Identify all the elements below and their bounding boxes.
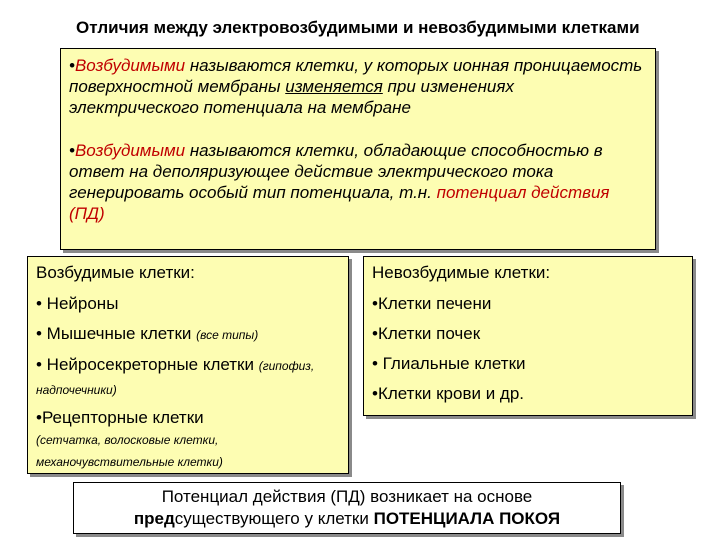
list-item-text: • Нейроны	[36, 294, 119, 313]
list-item: • Глиальные клетки	[372, 354, 526, 373]
list-item-note: надпочечники)	[36, 383, 117, 397]
list-item	[36, 293, 340, 315]
term-excitable: Возбудимыми	[74, 141, 186, 160]
resting-potential-note	[73, 482, 621, 534]
list-item: •Клетки почек	[372, 324, 481, 343]
excitable-heading: Возбудимые клетки:	[36, 263, 195, 282]
note-text: существующего у клетки	[174, 509, 374, 528]
bullet: •	[69, 141, 75, 160]
list-item-text: • Нейросекреторные клетки	[36, 355, 259, 374]
list-item: •Клетки печени	[372, 294, 492, 313]
definition-text: называются клетки, у которых ионная проницаемость поверхностной мембраны	[69, 56, 643, 96]
resting-potential-term: ПОТЕНЦИАЛА ПОКОЯ	[373, 509, 561, 528]
action-potential-term: потенциал действия (ПД)	[69, 183, 610, 223]
list-item	[36, 354, 340, 377]
list-item-text: • Мышечные клетки	[36, 324, 197, 343]
note-line-1: Потенциал действия (ПД) возникает на основе	[161, 487, 533, 506]
list-item-note: (сетчатка, волосковые клетки,	[36, 433, 219, 447]
list-item-note: (гипофиз,	[258, 359, 315, 373]
list-item	[36, 407, 340, 429]
list-item-text: •Рецепторные клетки	[36, 408, 204, 427]
list-item: •Клетки крови и др.	[372, 384, 525, 403]
underlined-word: изменяется	[285, 77, 383, 96]
definition-excitable-2	[69, 140, 647, 224]
nonexcitable-cells-box	[363, 256, 693, 416]
bullet: •	[69, 56, 75, 75]
excitable-cells-box	[27, 256, 349, 474]
definitions-box	[60, 48, 656, 250]
nonexcitable-heading: Невозбудимые клетки:	[372, 263, 551, 282]
note-prefix: пред	[133, 509, 175, 528]
list-item	[36, 323, 340, 346]
term-excitable: Возбудимыми	[74, 56, 186, 75]
definition-excitable-1	[69, 55, 647, 118]
list-item-note: (все типы)	[196, 328, 259, 342]
definition-text: при изменениях электрического потенциала на мембране	[69, 77, 514, 117]
note-line-2	[74, 508, 620, 530]
definition-text: называются клетки, обладающие способностью в ответ на деполяризующее действие электрического тока генерировать особый тип потенциала, т.н.	[69, 141, 603, 202]
list-item-note: механочувствительные клетки)	[36, 455, 223, 469]
page-title: Отличия между электровозбудимыми и невозбудимыми клетками	[76, 18, 640, 37]
